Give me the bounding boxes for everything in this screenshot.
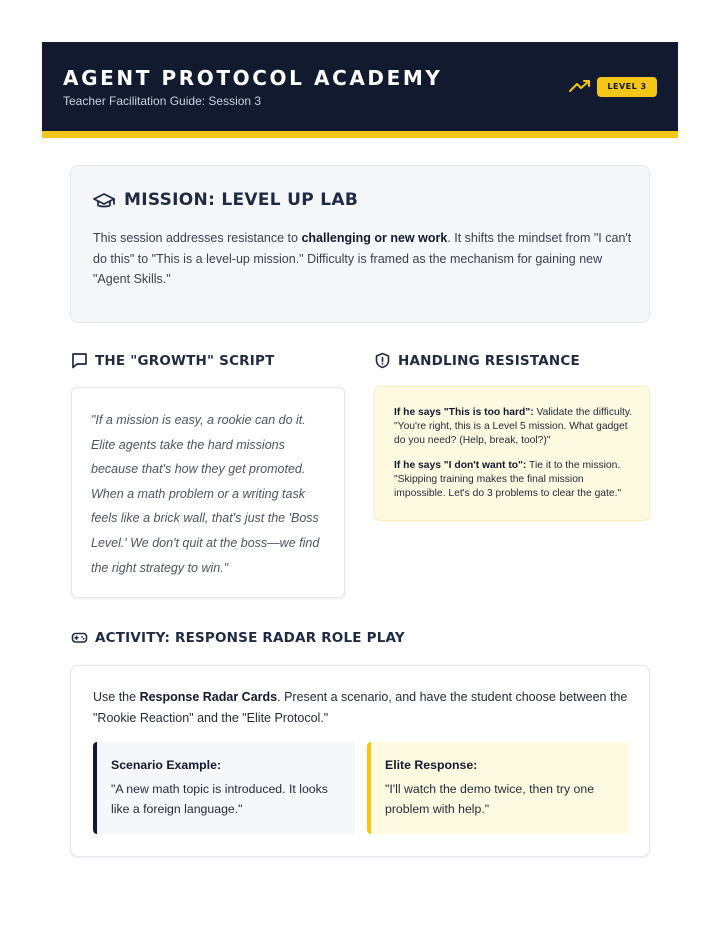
activity-heading: ACTIVITY: RESPONSE RADAR ROLE PLAY — [71, 629, 405, 646]
message-square-icon — [71, 352, 88, 369]
resistance-item: If he says "This is too hard": Validate the difficulty. "You're right, this is a Level 5 mission. What gadget do you need? (Help, break, tool?)" — [394, 407, 633, 446]
resistance-item: If he says "I don't want to": Tie it to the mission. "Skipping training makes the final mission impossible. Let's do 3 problems to clear the gate." — [394, 460, 622, 499]
growth-script-card — [71, 387, 345, 598]
mission-emphasis: challenging or new work — [301, 231, 448, 245]
mission-description: This session addresses resistance to challenging or new work. It shifts the mindset from "I can't do this" to "This is a level-up mission." Difficulty is framed as the mechanism for gaining new "Agent Skills." — [93, 231, 632, 286]
growth-script-quote: "If a mission is easy, a rookie can do it. Elite agents take the hard missions because that's how they get promoted. When a math problem or a writing task feels like a brick wall, that's just the 'Boss Level.' We don't quit at the boss—we find the right strategy to win." — [91, 413, 320, 575]
elite-response-box — [367, 742, 629, 834]
gamepad-icon — [71, 629, 88, 646]
elite-response-label: Elite Response: — [385, 758, 478, 772]
mission-title: MISSION: LEVEL UP LAB — [124, 190, 359, 210]
handling-resistance-card — [374, 386, 650, 521]
elite-response-text: "I'll watch the demo twice, then try one problem with help." — [385, 782, 595, 816]
growth-script-heading: THE "GROWTH" SCRIPT — [71, 352, 275, 369]
activity-card — [70, 665, 650, 857]
page-subtitle: Teacher Facilitation Guide: Session 3 — [63, 94, 262, 108]
trending-up-icon — [569, 78, 591, 94]
activity-instructions: Use the Response Radar Cards. Present a scenario, and have the student choose between the "Rookie Reaction" and the "Elite Protocol." — [93, 690, 628, 725]
page-header — [42, 42, 678, 138]
page-title: AGENT PROTOCOL ACADEMY — [63, 66, 443, 90]
level-badge: LEVEL 3 — [597, 77, 657, 97]
graduation-cap-icon — [93, 192, 115, 210]
scenario-text: "A new math topic is introduced. It looks like a foreign language." — [111, 782, 328, 816]
response-radar-cards-emphasis: Response Radar Cards — [139, 690, 278, 704]
scenario-example-box — [93, 742, 355, 834]
shield-alert-icon — [374, 352, 391, 369]
handling-resistance-heading: HANDLING RESISTANCE — [374, 352, 580, 369]
scenario-label: Scenario Example: — [111, 758, 222, 772]
mission-card — [70, 165, 650, 323]
